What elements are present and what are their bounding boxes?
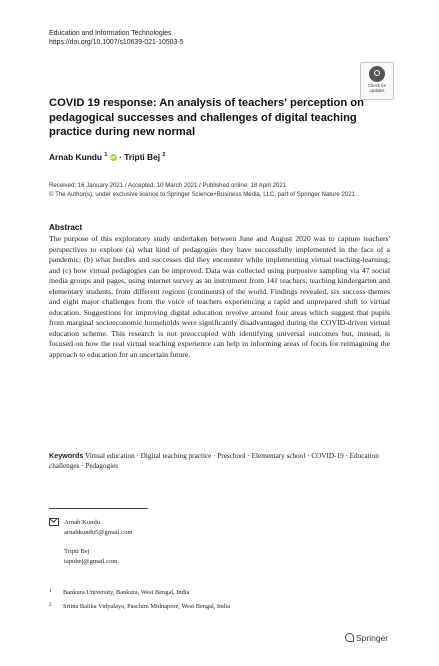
dates-line: Received: 16 January 2021 / Accepted: 10 March 2021 / Published online: 18 April 2021 — [49, 182, 287, 189]
keywords-block — [49, 451, 390, 471]
check-for-updates-badge[interactable] — [360, 62, 394, 100]
contact-name: Tripti Bej — [64, 548, 90, 555]
badge-text-1: Check for — [368, 83, 386, 88]
author-name-1[interactable]: Arnab Kundu — [49, 152, 103, 162]
keywords-label: Keywords — [49, 451, 84, 460]
affiliation-1 — [49, 589, 189, 596]
publisher-logo — [345, 633, 388, 643]
publication-dates — [49, 181, 355, 199]
crossmark-icon — [369, 66, 385, 82]
author-separator: · — [119, 152, 122, 162]
keywords-text: Virtual education · Digital teaching practice · Preschool · Elementary school · COVID-19 · Education challenges · Pedagogies — [49, 452, 379, 470]
footnote-rule — [49, 508, 148, 509]
publisher-name: Springer — [356, 633, 389, 643]
abstract-heading: Abstract — [49, 223, 83, 232]
contact-email[interactable]: arnabkundu5@gmail.com — [64, 529, 133, 536]
envelope-icon — [49, 518, 59, 526]
copyright-line: © The Author(s), under exclusive licence to Springer Science+Business Media, LLC, part of Springer Nature 2021 — [49, 191, 356, 198]
author-name-2[interactable]: Tripti Bej — [124, 152, 161, 162]
author-list — [49, 152, 165, 162]
author-affil-2: 2 — [162, 152, 166, 159]
affiliation-text: Sriina Balika Vidyalaya, Paschim Midnapore, West Bengal, India — [63, 603, 231, 610]
affiliation-number: 1 — [49, 589, 52, 594]
doi-link[interactable]: https://doi.org/10.1007/s10639-021-10503-5 — [49, 39, 184, 46]
abstract-text: The purpose of this exploratory study undertaken between June and August 2020 was to capture teachers' perspectives to explore (a) what kind of pedagogies they have successfully implemented in the face of a pandemic; (b) what hurdles and successes did they encounter while implementing virtual teaching-learning; and (c) how virtual pedagogies can be improved. Data was collected using purposive sampling via 47 social media groups and pages, using internet survey as an instrument from 141 teachers, teaching kindergarten and elementary students, from different regions (continents) of the world. Findings revealed, six success themes and eight major challenges from the voice of teachers experiencing a rapid and unprepared shift to virtual education. Suggestions for improving digital education revolve around four areas which suggest that pupils from marginal socioeconomic households were significantly disadvantaged during the COVID-driven virtual education scheme. This research is not preoccupied with identifying universal outcomes but, instead, is focused on how the real virtual teaching experience can help in informing areas of focus for reimagining the approach to education for an uncertain future. — [49, 234, 390, 359]
affiliation-number: 2 — [49, 603, 52, 608]
orcid-icon[interactable]: iD — [111, 155, 116, 160]
contact-name: Arnab Kundu — [64, 519, 101, 526]
contact-email[interactable]: tapubej@gmail.com — [64, 558, 118, 565]
author-affil-1: 1 — [104, 152, 108, 159]
correspondence-icon-wrap — [49, 518, 59, 529]
paper-title: COVID 19 response: An analysis of teachers' perception on pedagogical successes and challenges of digital teaching practice during new normal — [49, 97, 364, 138]
journal-header — [49, 29, 183, 47]
contact-1 — [64, 518, 133, 538]
contact-2 — [64, 547, 118, 567]
journal-name: Education and Information Technologies — [49, 30, 172, 37]
affiliation-text: Bankura University, Bankura, West Bengal, India — [63, 589, 190, 596]
affiliation-2 — [49, 603, 230, 610]
badge-text-2: updates — [369, 88, 385, 93]
springer-horse-icon — [345, 633, 354, 642]
